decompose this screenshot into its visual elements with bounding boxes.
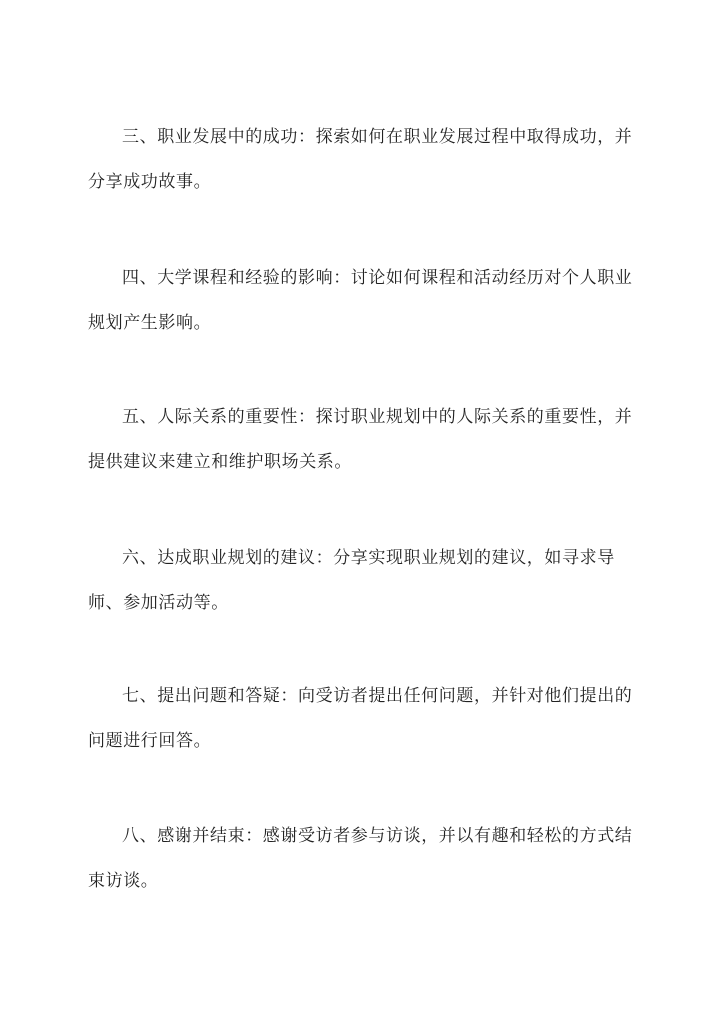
paragraph-section-7: 七、提出问题和答疑：向受访者提出任何问题，并针对他们提出的问题进行回答。 — [88, 686, 633, 751]
paragraph-section-6: 六、达成职业规划的建议：分享实现职业规划的建议，如寻求导师、参加活动等。 — [88, 548, 615, 613]
paragraph-section-3: 三、职业发展中的成功：探索如何在职业发展过程中取得成功，并分享成功故事。 — [88, 127, 633, 192]
paragraph-section-5: 五、人际关系的重要性：探讨职业规划中的人际关系的重要性，并提供建议来建立和维护职场关系。 — [88, 407, 633, 472]
paragraph-section-8: 八、感谢并结束：感谢受访者参与访谈，并以有趣和轻松的方式结束访谈。 — [88, 826, 633, 891]
paragraph-section-4: 四、大学课程和经验的影响：讨论如何课程和活动经历对个人职业规划产生影响。 — [88, 268, 633, 333]
